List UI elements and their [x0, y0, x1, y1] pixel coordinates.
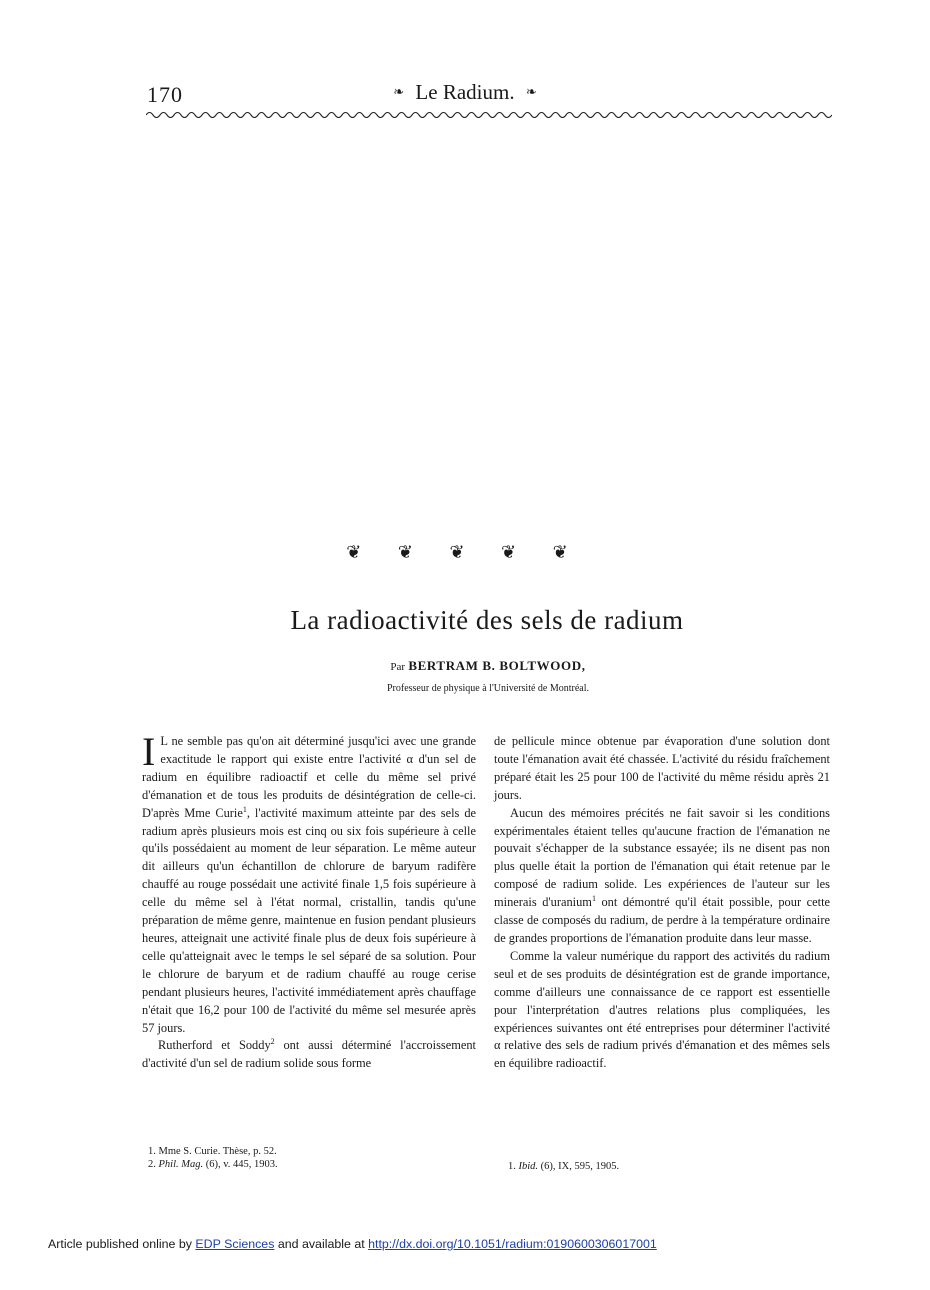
wavy-header-rule [146, 108, 832, 122]
footnote-text: (6), IX, 595, 1905. [538, 1161, 620, 1172]
doi-link[interactable]: http://dx.doi.org/10.1051/radium:0190600306017001 [368, 1237, 657, 1251]
byline [0, 658, 930, 674]
footnote-journal: Ibid. [518, 1161, 539, 1172]
footnotes-right [508, 1160, 828, 1173]
footer-middle: and available at [277, 1237, 365, 1251]
paragraph-4-text-b: ont démontré qu'il était possible, pour cette classe de composés du radium, de perdre à la température ordinaire de grandes proportions de l'émanation produite dans leur masse. [494, 895, 831, 945]
paragraph-3: de pellicule mince obtenue par évaporation d'une solution dont toute l'émanation avait été chassée. L'activité du résidu fraîchement préparé était les 25 pour 100 de l'activité du même résidu après 21 jours. [494, 734, 830, 802]
footnote-ref-2: 2 [270, 1037, 275, 1047]
footnote-journal: Phil. Mag. [158, 1159, 204, 1170]
right-fleuron-icon: ❧ [525, 84, 537, 99]
footnote-number: 2. [148, 1159, 156, 1170]
paragraph-1-text-b: , l'activité maximum atteinte par des sels de radium après plusieurs mois est cinq ou six fois supérieure à celle qu'ils possédaient au moment de leur séparation. Le même auteur dit ailleurs qu'un échantillon de chlorure de baryum radifère chauffé au rouge possédait une activité finale 1,5 fois supérieure à celle du même sel à l'état normal, cristallin, tandis qu'une préparation de même genre, maintenue en fusion pendant plusieurs heures, atteignait une activité finale plus de deux fois supérieure à celle qu'atteignait avec le temps le sel séparé de sa solution. Pour le chlorure de baryum et de radium chauffé au rouge cerise pendant plusieurs heures, l'activité immédiatement après chauffage n'était que 16,2 pour 100 de l'activité du même sel mesurée après 57 jours. [142, 805, 477, 1035]
paragraph-2-text-a: Rutherford et Soddy [158, 1038, 271, 1053]
author-affiliation: Professeur de physique à l'Université de Montréal. [386, 683, 590, 694]
footnote-number: 1. [508, 1161, 516, 1172]
paragraph-1 [142, 729, 477, 1037]
drop-cap: I [142, 729, 156, 774]
running-title: Le Radium. [415, 80, 515, 104]
paragraph-2 [142, 1037, 476, 1073]
paragraph-4 [494, 805, 830, 948]
paragraph-1-text-a: L ne semble pas qu'on ait déterminé jusqu'ici avec une grande exactitude le rapport qui existe entre l'activité α d'un sel de radium en équilibre radioactif et celle du même sel privé d'émanation et de tous les produits de désintégration de celle-ci. D'après Mme Curie [142, 734, 476, 820]
footnotes-left [148, 1145, 478, 1171]
footnote-number: 1. [148, 1146, 156, 1157]
footnote-ref-1: 1 [242, 804, 247, 814]
left-column [142, 729, 477, 1073]
paragraph-4-text-a: Aucun des mémoires précités ne fait savoir si les conditions expérimentales étaient telles qu'aucune fraction de l'émanation ne pouvait s'échapper de la substance essayée; ils ne disent pas non plus quelle était la portion de l'émanation qui était retenue par le composé de radium solide. Les expériences de l'auteur sur les minerais d'uranium [494, 805, 830, 910]
article-title: La radioactivité des sels de radium [290, 605, 684, 635]
byline-prefix: Par [390, 661, 406, 673]
running-head [0, 80, 930, 105]
footnote-text: Mme S. Curie. Thèse, p. 52. [158, 1146, 277, 1157]
footnote-1 [148, 1145, 478, 1158]
footnote-ref-3: 1 [591, 894, 596, 904]
left-fleuron-icon: ❧ [393, 84, 405, 99]
author-name: BERTRAM B. BOLTWOOD, [408, 658, 586, 673]
page-number: 170 [147, 82, 183, 107]
section-ornaments: ❦ ❦ ❦ ❦ ❦ [346, 542, 584, 562]
footnote-2 [148, 1158, 478, 1171]
right-column [494, 733, 830, 1073]
footnote-3 [508, 1160, 828, 1173]
paragraph-5: Comme la valeur numérique du rapport des activités du radium seul et de ses produits de désintégration est de grande importance, comme d'ailleurs une connaissance de ce rapport est essentielle pour l'interprétation d'autres relations plus compliquées, les expériences suivantes ont été entreprises pour déterminer l'activité α relative des sels de radium privés d'émanation et des mêmes sels en équilibre radioactif. [494, 948, 830, 1071]
publisher-link[interactable]: EDP Sciences [195, 1237, 275, 1251]
footnote-text: (6), v. 445, 1903. [203, 1159, 278, 1170]
footer-prefix: Article published online by [48, 1237, 192, 1251]
publication-footer [48, 1237, 657, 1251]
paragraph-2-text-b: ont aussi déterminé l'accroissement d'activité d'un sel de radium solide sous forme [142, 1038, 476, 1071]
